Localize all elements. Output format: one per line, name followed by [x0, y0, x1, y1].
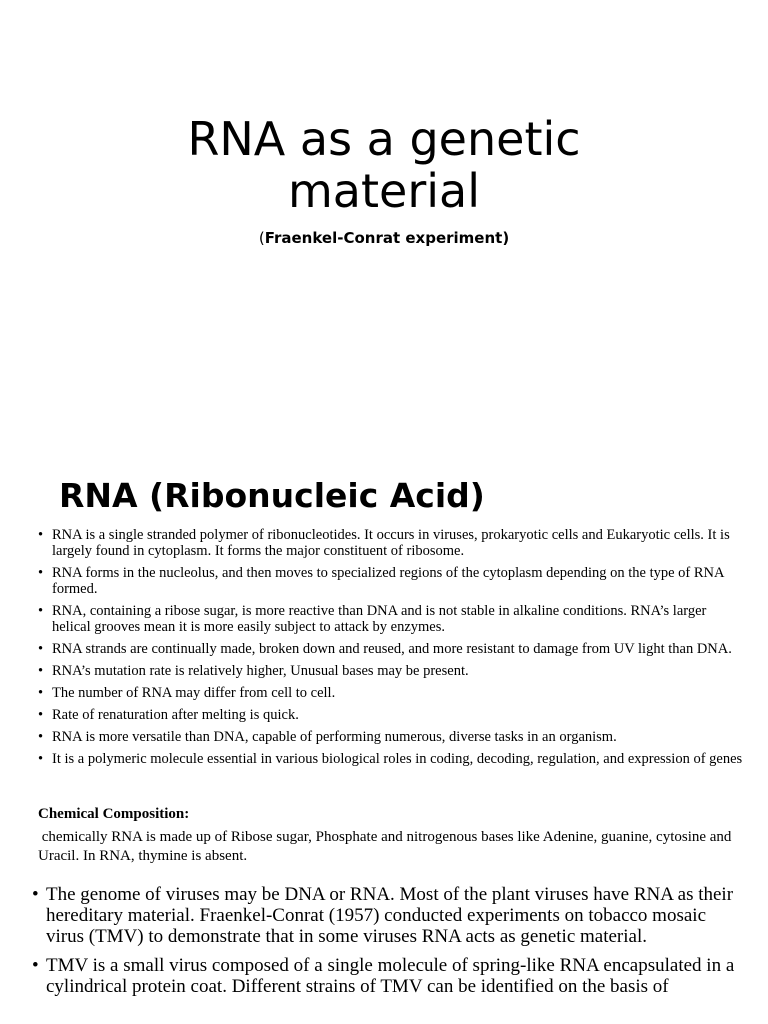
slide-title	[0, 113, 768, 217]
title-line-1: RNA as a genetic	[187, 112, 581, 166]
bullet-icon: •	[38, 565, 44, 581]
bullet-text: RNA, containing a ribose sugar, is more reactive than DNA and is not stable in alkaline conditions. RNA’s larger helical grooves mean it is more easily subject to attack by enzymes.	[52, 603, 707, 635]
rna-slide	[0, 460, 768, 872]
bullet-icon: •	[38, 685, 44, 701]
bullet-text: RNA is a single stranded polymer of ribonucleotides. It occurs in viruses, prokaryotic cells and Eukaryotic cells. It is largely found in cytoplasm. It forms the major constituent of ribosome.	[52, 527, 730, 559]
list-item	[38, 663, 748, 679]
title-line-2: material	[288, 164, 480, 218]
chemical-composition-text: chemically RNA is made up of Ribose sugar, Phosphate and nitrogenous bases like Adenine, guanine, cytosine and Uracil. In RNA, thymine is absent.	[38, 829, 736, 864]
bullet-icon: •	[38, 641, 44, 657]
list-item	[38, 685, 748, 701]
bullet-text: TMV is a small virus composed of a single molecule of spring-like RNA encapsulated in a cylindrical protein coat. Different strains of TMV can be identified on the basis of	[46, 955, 735, 997]
list-item	[38, 527, 748, 559]
list-item	[38, 729, 748, 745]
bullet-icon: •	[38, 663, 44, 679]
rna-bullet-list	[38, 527, 748, 773]
title-slide	[0, 0, 768, 460]
bullet-icon: •	[32, 884, 39, 905]
bullet-text: RNA forms in the nucleolus, and then moves to specialized regions of the cytoplasm depending on the type of RNA formed.	[52, 565, 724, 597]
bullet-icon: •	[38, 603, 44, 619]
subtitle-paren: (	[258, 229, 265, 247]
bullet-text: The genome of viruses may be DNA or RNA. Most of the plant viruses have RNA as their hereditary material. Fraenkel-Conrat (1957) conducted experiments on tobacco mosaic virus (TMV) to demonstrate that in some viruses RNA acts as genetic material.	[46, 884, 734, 947]
list-item	[32, 955, 742, 997]
list-item	[32, 884, 742, 947]
bullet-text: RNA is more versatile than DNA, capable of performing numerous, diverse tasks in an organism.	[52, 729, 617, 745]
bullet-text: Rate of renaturation after melting is quick.	[52, 707, 299, 723]
slide-subtitle	[0, 229, 768, 247]
bullet-text: RNA’s mutation rate is relatively higher, Unusual bases may be present.	[52, 663, 469, 679]
list-item	[38, 641, 748, 657]
list-item	[38, 603, 748, 635]
rna-slide-title: RNA (Ribonucleic Acid)	[59, 476, 485, 515]
bullet-icon: •	[38, 751, 44, 767]
bullet-text: The number of RNA may differ from cell to cell.	[52, 685, 336, 701]
subtitle-text: Fraenkel-Conrat experiment)	[264, 229, 510, 247]
chemical-composition-heading: Chemical Composition:	[38, 806, 190, 822]
bullet-icon: •	[38, 527, 44, 543]
tmv-slide	[0, 872, 768, 1024]
list-item	[38, 565, 748, 597]
bullet-icon: •	[38, 707, 44, 723]
list-item	[38, 707, 748, 723]
bullet-text: It is a polymeric molecule essential in various biological roles in coding, decoding, regulation, and expression of genes	[52, 751, 743, 767]
tmv-bullet-list	[32, 884, 742, 1005]
list-item	[38, 751, 748, 767]
bullet-text: RNA strands are continually made, broken down and reused, and more resistant to damage from UV light than DNA.	[52, 641, 732, 657]
bullet-icon: •	[32, 955, 39, 976]
bullet-icon: •	[38, 729, 44, 745]
